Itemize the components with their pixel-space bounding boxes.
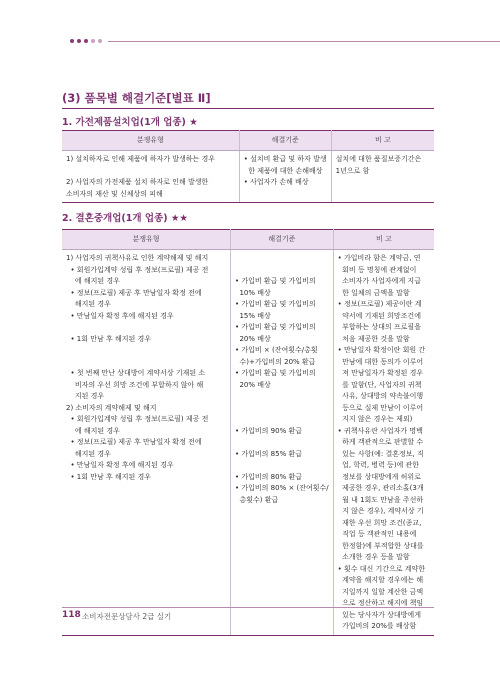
text-line: 2) 사업자의 가전제품 설치 하자로 인해 발생한 xyxy=(66,178,209,186)
section-title: (3) 품목별 해결기준[별표 Ⅱ] xyxy=(62,91,211,105)
text-line: • 1회 만남 후 해지된 경우 xyxy=(66,472,152,481)
text-line: 를 말함(단, 사업자의 귀책 xyxy=(337,380,422,389)
text-line: 20% 배상 xyxy=(235,334,271,343)
text-line: • 가입비의 90% 환급 xyxy=(235,426,302,435)
text-line: 재한 우선 희망 조건(종교, xyxy=(337,518,422,527)
text-line: • 가입비 환급 및 가입비의 xyxy=(235,369,316,377)
text-line: 있는 당사자가 상대방에게 xyxy=(337,610,421,619)
line-gap xyxy=(235,391,329,403)
text-line: 약서에 기재된 희망조건에 xyxy=(337,311,421,320)
line-gap xyxy=(235,403,329,415)
text-line: • 1회 만남 후 해지된 경우 xyxy=(66,334,152,343)
text-line: 소개한 경우 등을 말함 xyxy=(337,553,410,561)
text-line: 부합하는 상대의 프로필을 xyxy=(337,323,421,331)
line-gap xyxy=(235,414,329,426)
marriage-brokerage-table xyxy=(62,229,434,636)
dispute-cell xyxy=(62,250,231,636)
text-line: • 만남일자 확정이란 회원 간 xyxy=(337,346,426,354)
text-line: 업, 학력, 병력 등)에 관한 xyxy=(337,461,420,469)
text-line: • 정보(프로필) 제공 후 만남일자 확정 전에 xyxy=(66,438,202,446)
text-line: • 회원가입계약 성립 후 정보(프로필) 제공 전 xyxy=(66,415,209,423)
header-resolution: 해결기준 xyxy=(239,131,331,151)
text-line: • 가입비라 함은 계약금, 연 xyxy=(337,254,421,262)
header-resolution: 해결기준 xyxy=(231,230,334,250)
table-header-row xyxy=(62,230,434,250)
table-header-row xyxy=(62,131,434,151)
line-gap xyxy=(235,265,329,277)
line-gap xyxy=(66,322,226,334)
page-number: 118 xyxy=(62,610,81,620)
header-remarks: 비 고 xyxy=(331,131,434,151)
text-line: 설치에 대한 품질보증기간은 xyxy=(335,155,422,163)
header-dispute-type: 분쟁유형 xyxy=(62,230,231,250)
text-line: 직업 등 객관적인 내용에 xyxy=(337,530,417,538)
text-line: 으로 정산하고 해지에 책임 xyxy=(337,599,424,607)
text-line: 한 일체의 금액을 말함 xyxy=(337,288,410,297)
text-line: • 정보(프로필) 제공이란 계 xyxy=(337,300,422,308)
line-gap xyxy=(235,460,329,472)
text-line: • 가입비 환급 및 가입비의 xyxy=(235,300,316,308)
header-rule xyxy=(108,41,500,42)
text-line: 지된 경우 xyxy=(66,392,105,400)
resolution-cell xyxy=(231,250,334,636)
text-line: 지 않은 경우), 계약서상 기 xyxy=(337,507,424,515)
appliance-installation-table xyxy=(62,130,434,203)
text-line: 등으로 실제 만남이 이루어 xyxy=(337,403,424,412)
text-line: 에 해지된 경우 xyxy=(66,426,120,435)
text-line: 하게 객관적으로 판별할 수 xyxy=(337,438,424,446)
text-line: • 가입비 환급 및 가입비의 xyxy=(235,277,316,285)
text-line: 있는 사항(예: 결혼정보, 직 xyxy=(337,449,424,458)
subsection-title-marriage: 2. 결혼중개업(1개 업종) ★★ xyxy=(62,213,188,224)
footer-rule xyxy=(62,607,434,608)
text-line: • 만남일자 확정 후에 해지된 경우 xyxy=(66,461,174,469)
text-line: 만남에 대한 동의가 이루어 xyxy=(337,357,424,366)
text-line: 지지 않은 경우는 제외) xyxy=(337,415,413,423)
text-line: 수)+가입비의 20% 환급 xyxy=(235,357,316,366)
text-line: 10% 배상 xyxy=(235,288,271,297)
remarks-cell xyxy=(331,151,434,203)
line-gap xyxy=(235,437,329,449)
text-line: • 횟수 대신 기간으로 계약한 xyxy=(337,564,426,573)
text-line: • 설치비 환급 및 하자 발생 xyxy=(243,155,327,163)
text-line: 져 만남일자가 확정된 경우 xyxy=(337,369,424,377)
text-line: 소비자가 사업자에게 지급 xyxy=(337,277,421,285)
text-line: • 귀책사유란 사업자가 명백 xyxy=(337,426,423,435)
text-line: 총횟수) 환급 xyxy=(235,495,279,504)
text-line: 제공한 경우, 관리소홀(3개 xyxy=(337,484,424,492)
text-line: • 가입비의 80% × (잔여횟수/ xyxy=(235,484,329,492)
text-line: 에 해지된 경우 xyxy=(66,277,120,285)
text-line: 지일까지 일할 계산한 금액 xyxy=(337,587,424,596)
remarks-cell xyxy=(333,250,434,636)
text-line: • 가입비의 80% 환급 xyxy=(235,472,302,481)
subsection-title-appliance: 1. 가전제품설치업(1개 업종) ★ xyxy=(62,117,198,128)
table-row xyxy=(62,250,434,636)
text-line: 해지된 경우 xyxy=(66,300,111,308)
text-line: 계약을 해지할 경우에는 해 xyxy=(337,576,424,584)
text-line: 1) 사업자의 귀책사유로 인한 계약해제 및 해지 xyxy=(66,254,209,262)
text-line: • 가입비 환급 및 가입비의 xyxy=(235,323,316,331)
text-line: 비자의 우선 희망 조건에 부합하지 않아 해 xyxy=(66,380,204,389)
text-line: • 가입비 × (잔여횟수/총횟 xyxy=(235,346,318,354)
text-line: 1년으로 함 xyxy=(335,166,370,175)
text-line: • 만남일자 확정 후에 해지된 경우 xyxy=(66,311,174,320)
text-line: 해지된 경우 xyxy=(66,449,111,458)
text-line: 정보를 상대방에게 허위로 xyxy=(337,472,421,481)
dispute-cell xyxy=(62,151,239,203)
line-gap xyxy=(66,345,226,357)
line-gap xyxy=(66,357,226,369)
text-line: 가입비의 20%를 배상함 xyxy=(337,622,417,630)
header-remarks: 비 고 xyxy=(333,230,434,250)
header-dots xyxy=(70,39,102,43)
text-line: 처음 제공한 것을 말함 xyxy=(337,334,410,343)
line-gap xyxy=(235,253,329,265)
text-line: • 사업자가 손해 배상 xyxy=(243,178,309,186)
text-line: 한정함)에 부적합한 상대를 xyxy=(337,541,424,550)
text-line: 한 제품에 대한 손해배상 xyxy=(243,166,323,175)
text-line: 월 내 1회도 만남을 주선하 xyxy=(337,495,424,504)
section-rule xyxy=(62,108,434,109)
text-line: 소비자의 재산 및 신체상의 피해 xyxy=(66,189,163,198)
table-row xyxy=(62,151,434,203)
book-title: 소비자전문상담사 2급 실기 xyxy=(82,612,172,621)
text-line: • 정보(프로필) 제공 후 만남일자 확정 전에 xyxy=(66,288,202,297)
header-dispute-type: 분쟁유형 xyxy=(62,131,239,151)
text-line: 사유, 상대방의 약속불이행 xyxy=(337,392,424,400)
text-line: 1) 설치하자로 인해 제품에 하자가 발생하는 경우 xyxy=(66,155,216,163)
text-line: 20% 배상 xyxy=(235,380,271,389)
resolution-cell xyxy=(239,151,331,203)
text-line: 15% 배상 xyxy=(235,311,271,320)
text-line: • 회원가입계약 성립 후 정보(프로필) 제공 전 xyxy=(66,265,209,274)
text-line: 회비 등 명칭에 관계없이 xyxy=(337,265,417,274)
text-line: • 가입비의 85% 환급 xyxy=(235,449,302,458)
text-line: • 첫 번째 만난 상대방이 계약서상 기재된 소 xyxy=(66,369,206,377)
text-line: 2) 소비자의 계약해제 및 해지 xyxy=(66,403,157,412)
